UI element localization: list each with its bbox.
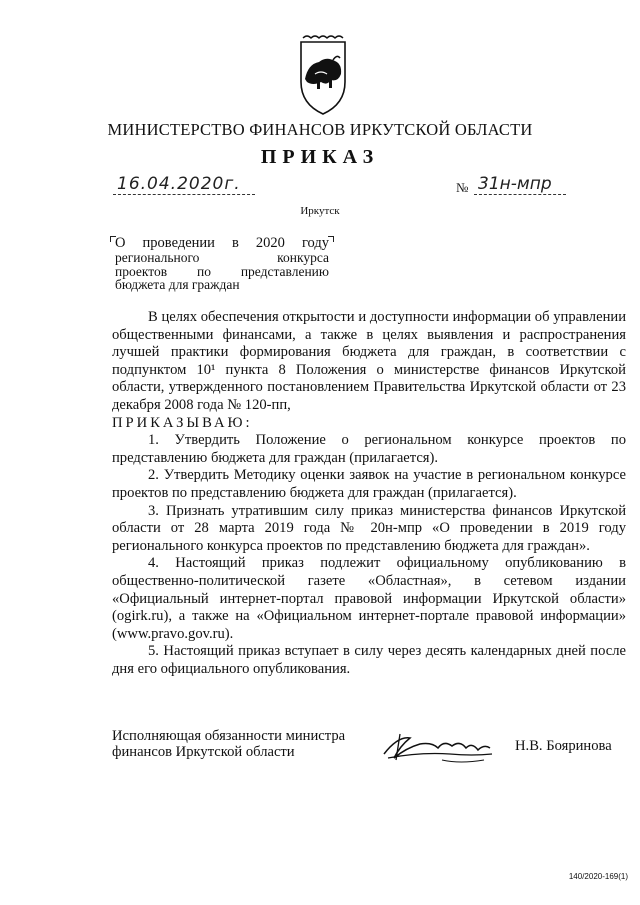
order-item-3: 3. Признать утратившим силу приказ министерства финансов Иркутской области от 28 марта 2019 года № 20н-мпр «О проведении в 2019 году регионального конкурса проектов по представлению бюджета для граждан». (112, 502, 626, 554)
ministry-title: МИНИСТЕРСТВО ФИНАНСОВ ИРКУТСКОЙ ОБЛАСТИ (107, 120, 533, 139)
document-date: 16.04.2020г. (117, 174, 241, 194)
document-number: 31н-мпр (478, 174, 552, 194)
subject-line-3: проектов по представлению (115, 263, 329, 279)
document-number-field (474, 174, 566, 198)
subject-line-1: О проведении в 2020 году (115, 235, 329, 251)
order-item-5: 5. Настоящий приказ вступает в силу через десять календарных дней после дня его официального опубликования. (112, 643, 626, 677)
coat-of-arms-icon (293, 34, 353, 118)
document-subject (115, 236, 329, 292)
subject-line-4: бюджета для граждан (115, 277, 240, 292)
number-sign: № (456, 180, 469, 195)
document-date-field (113, 174, 255, 198)
date-underline (113, 194, 255, 195)
handwritten-signature-icon (380, 724, 496, 770)
order-word: ПРИКАЗЫВАЮ: (112, 414, 253, 431)
number-underline (474, 194, 566, 195)
signatory-name: Н.В. Бояринова (515, 738, 612, 754)
signatory-title: Исполняющая обязанности министра финансов Иркутской области (112, 728, 346, 760)
order-item-2: 2. Утвердить Методику оценки заявок на участие в региональном конкурсе проектов по представлению бюджета для граждан (прилагается). (112, 467, 626, 501)
document-type-title: ПРИКАЗ (260, 146, 380, 168)
city-label: Иркутск (300, 205, 340, 217)
subject-line-2: регионального конкурса (115, 250, 329, 265)
order-item-4: 4. Настоящий приказ подлежит официальному опубликованию в общественно-политической газете «Областная», в сетевом издании «Официальный интернет-портал правовой информации Иркутской области» (ogirk.ru), а также на «Официальном интернет-портале правовой информации» (www.pravo.gov.ru). (112, 555, 626, 642)
preamble-paragraph: В целях обеспечения открытости и доступности информации об управлении общественными финансами, а также в целях выявления и распространения лучшей практики формирования бюджета для граждан, в соответствии с подпунктом 10¹ пункта 8 Положения о министерстве финансов Иркутской области, утвержденного постановлением Правительства Иркутской области от 23 декабря 2008 года № 120-пп, (112, 309, 626, 413)
order-item-1: 1. Утвердить Положение о региональном конкурсе проектов по представлению бюджета для граждан (прилагается). (112, 432, 626, 466)
footer-code: 140/2020-169(1) (568, 872, 628, 881)
document-body (112, 309, 626, 678)
